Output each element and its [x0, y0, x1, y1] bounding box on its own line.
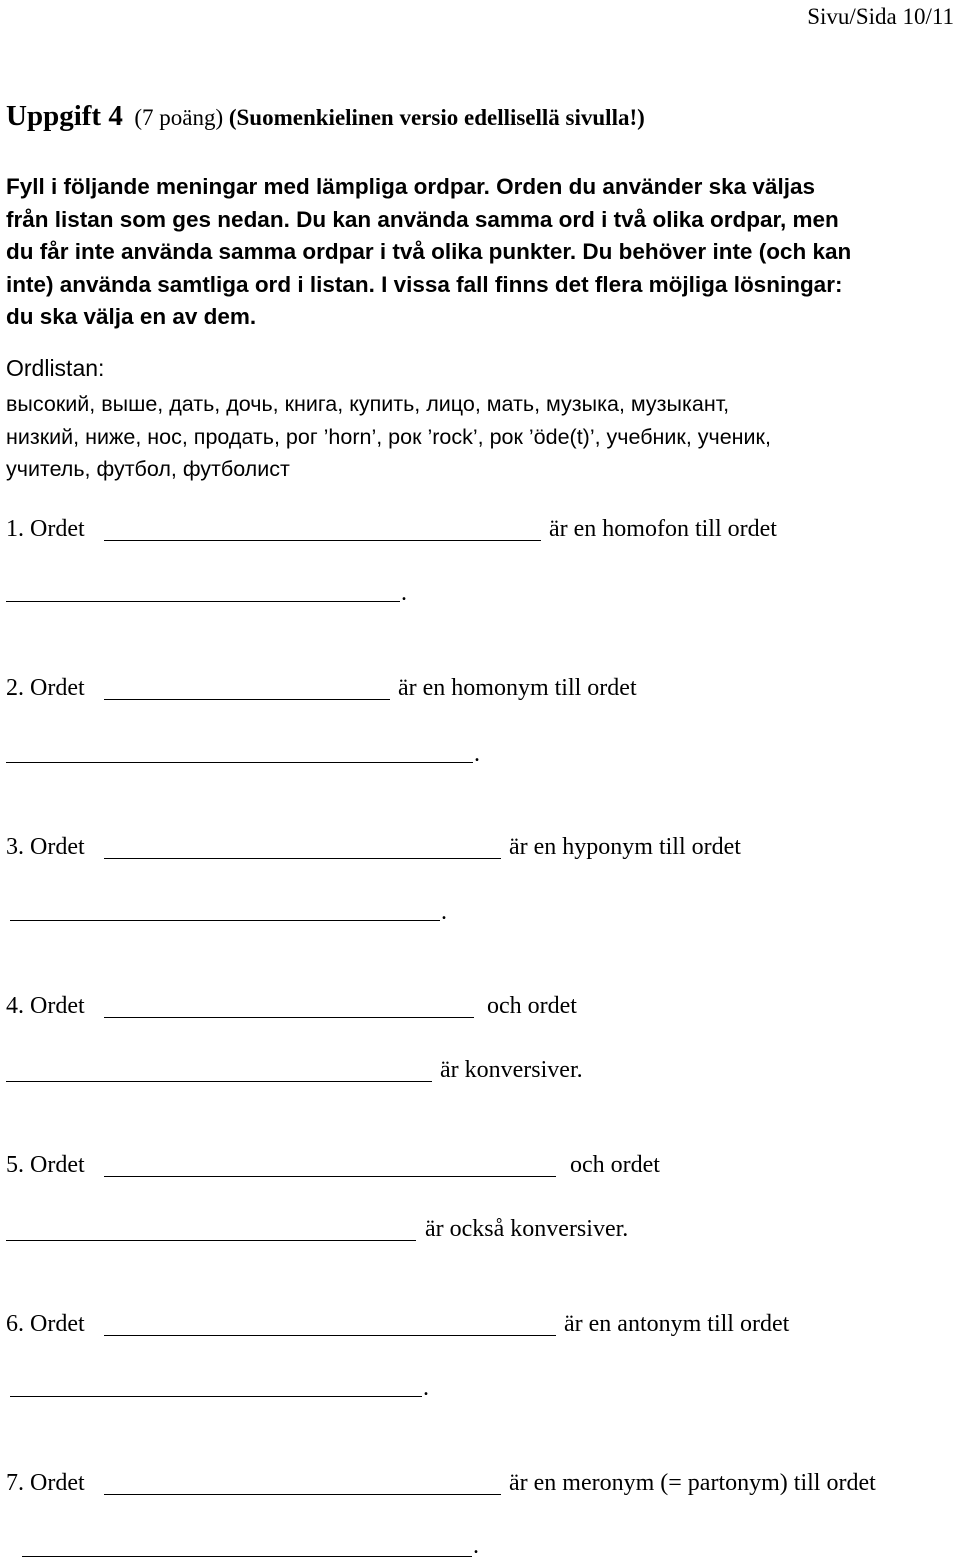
- answer-blank-2a[interactable]: [104, 699, 390, 700]
- question-end-2: .: [474, 741, 480, 767]
- instruction-line: inte) använda samtliga ord i listan. I vissa fall finns det flera möjliga lösningar:: [6, 271, 843, 297]
- wordlist-line: учитель, футбол, футболист: [6, 457, 290, 481]
- task-title: Uppgift 4: [6, 100, 123, 132]
- question-number-1: 1. Ordet: [6, 516, 85, 542]
- question-text-2: är en homonym till ordet: [398, 675, 637, 701]
- question-text-1: är en homofon till ordet: [549, 516, 777, 542]
- question-number-5: 5. Ordet: [6, 1152, 85, 1178]
- question-number-4: 4. Ordet: [6, 993, 85, 1019]
- page-number: Sivu/Sida 10/11: [807, 4, 954, 29]
- wordlist-title: Ordlistan:: [6, 355, 105, 381]
- answer-blank-6a[interactable]: [104, 1335, 556, 1336]
- question-end-4: är konversiver.: [440, 1057, 583, 1083]
- instruction-line: Fyll i följande meningar med lämpliga ordpar. Orden du använder ska väljas: [6, 174, 815, 199]
- wordlist-line: низкий, ниже, нос, продать, рог ’horn’, рок ’rock’, рок ’öde(t)’, учебник, ученик,: [6, 424, 771, 449]
- answer-blank-1a[interactable]: [104, 540, 541, 541]
- answer-blank-3b[interactable]: [10, 920, 440, 921]
- answer-blank-5a[interactable]: [104, 1176, 556, 1177]
- answer-blank-3a[interactable]: [104, 858, 501, 859]
- task-header: [6, 100, 645, 133]
- answer-blank-2b[interactable]: [6, 762, 473, 763]
- question-end-5: är också konversiver.: [425, 1216, 629, 1242]
- answer-blank-6b[interactable]: [10, 1396, 422, 1397]
- question-end-7: .: [473, 1533, 479, 1559]
- question-number-6: 6. Ordet: [6, 1311, 85, 1337]
- question-number-2: 2. Ordet: [6, 675, 85, 701]
- question-text-6: är en antonym till ordet: [564, 1311, 790, 1337]
- answer-blank-4b[interactable]: [6, 1081, 432, 1082]
- wordlist-line: высокий, выше, дать, дочь, книга, купить, лицо, мать, музыка, музыкант,: [6, 392, 730, 416]
- wordlist: [6, 388, 771, 486]
- question-text-3: är en hyponym till ordet: [509, 834, 741, 860]
- question-end-3: .: [441, 899, 447, 925]
- answer-blank-1b[interactable]: [6, 601, 400, 602]
- task-note: (Suomenkielinen versio edellisellä sivulla!): [228, 105, 645, 130]
- question-text-7: är en meronym (= partonym) till ordet: [509, 1470, 876, 1496]
- question-number-3: 3. Ordet: [6, 834, 85, 860]
- instruction-line: du får inte använda samma ordpar i två olika punkter. Du behöver inte (och kan: [6, 239, 852, 264]
- question-end-1: .: [401, 580, 407, 606]
- question-text-5: och ordet: [570, 1152, 660, 1178]
- answer-blank-5b[interactable]: [6, 1240, 416, 1241]
- instruction-line: från listan som ges nedan. Du kan använda samma ord i två olika ordpar, men: [6, 206, 839, 232]
- question-text-4: och ordet: [487, 993, 577, 1019]
- answer-blank-7b[interactable]: [22, 1556, 472, 1557]
- task-points: (7 poäng): [134, 105, 224, 130]
- question-end-6: .: [423, 1375, 429, 1401]
- instructions: [6, 171, 958, 334]
- answer-blank-7a[interactable]: [104, 1494, 501, 1495]
- question-number-7: 7. Ordet: [6, 1470, 85, 1496]
- instruction-line: du ska välja en av dem.: [6, 304, 257, 329]
- answer-blank-4a[interactable]: [104, 1017, 474, 1018]
